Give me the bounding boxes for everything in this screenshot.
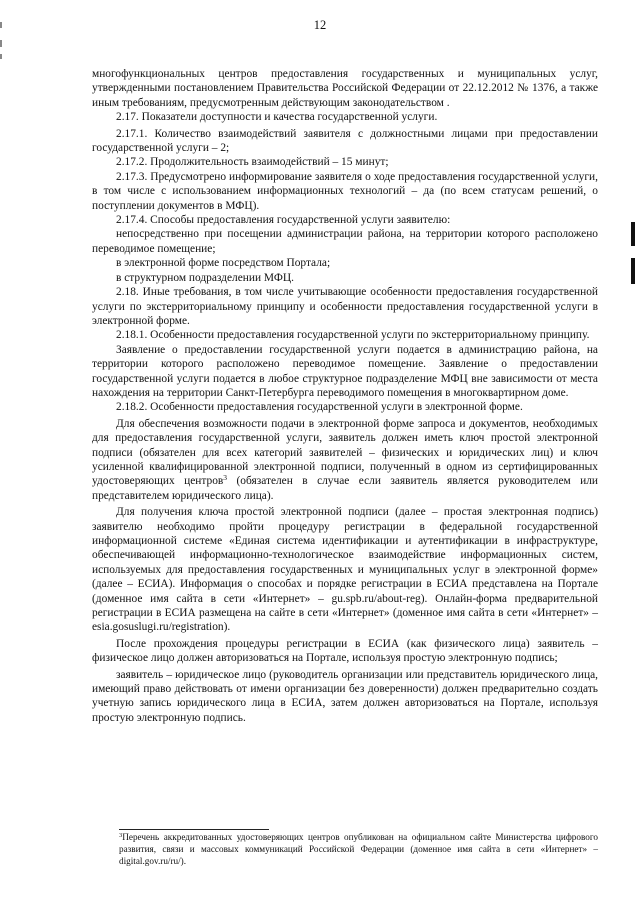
scan-edge-mark <box>631 222 635 246</box>
footnote-marker: 3 <box>119 832 123 839</box>
page-number: 12 <box>313 18 327 32</box>
paragraph-text: (обязателен в случае если заявитель является руководителем или представителем юридического лица). <box>92 475 599 502</box>
footnote-separator <box>119 829 269 830</box>
footnote-reference: 3 <box>223 473 228 483</box>
paragraph: 2.17.1. Количество взаимодействий заявителя с должностными лицами при предоставлении государственной услуги – 2; <box>92 127 598 155</box>
scan-edge-mark <box>0 22 2 28</box>
paragraph: 2.17. Показатели доступности и качества государственной услуги. <box>116 111 438 124</box>
paragraph-text: Для обеспечения возможности подачи в электронной форме запроса и документов, необходимых для предоставления государственной услуги, заявитель должен иметь ключ простой электронной подписи (обязателен для всех категорий заявителей – физических и юридических лиц) и ключ усиленной квалифицированной электронной подписи, полученный в одном из сертифицированных удостоверяющих центров <box>92 417 598 488</box>
body-text <box>92 67 598 725</box>
paragraph <box>92 417 598 503</box>
scan-edge-mark <box>0 54 2 59</box>
scan-edge-mark <box>631 258 635 284</box>
footnote <box>119 831 598 867</box>
paragraph: После прохождения процедуры регистрации в ЕСИА (как физического лица) заявитель – физическое лицо должен авторизоваться на Портале, используя простую электронную подпись; <box>92 637 598 665</box>
paragraph: 2.17.4. Способы предоставления государственной услуги заявителю: <box>116 214 451 227</box>
paragraph: Заявление о предоставлении государственной услуги подается в администрацию района, на территории которого расположено переводимое помещение. Заявление о предоставлении государственной услуги подается в любое структурное подразделение МФЦ вне зависимости от места нахождения на территории Санкт-Петербурга переводимого помещения в многоквартирном доме. <box>92 343 598 399</box>
paragraph: многофункциональных центров предоставления государственных и муниципальных услуг, утвержденными постановлением Правительства Российской Федерации от 22.12.2012 № 1376, а также иным требованиям, предусмотренным действующим законодательством . <box>92 68 598 109</box>
paragraph: 2.17.3. Предусмотрено информирование заявителя о ходе предоставления государственной услуги, в том числе с использованием информационных технологий – да (по всем статусам решений, о поступлении документов в МФЦ). <box>92 170 598 212</box>
paragraph: 2.18. Иные требования, в том числе учитывающие особенности предоставления государственной услуги по экстерриториальному принципу и особенности предоставления государственной услуги в электронной форме. <box>92 286 598 327</box>
paragraph: непосредственно при посещении администрации района, на территории которого расположено переводимое помещение; <box>92 228 598 255</box>
footnote-text: Перечень аккредитованных удостоверяющих центров опубликован на официальном сайте Министерства цифрового развития, связи и массовых коммуникаций Российской Федерации (доменное имя сайта в сети «Интернет» – digital.gov.ru/ru/). <box>119 832 598 866</box>
scan-edge-mark <box>0 40 2 47</box>
paragraph: заявитель – юридическое лицо (руководитель организации или представитель юридического лица, имеющий право действовать от имени организации без доверенности) должен предварительно создать учетную запись юридического лица в ЕСИА, затем должен авторизоваться на Портале, используя простую электронную подпись. <box>92 668 598 724</box>
paragraph: 2.17.2. Продолжительность взаимодействий – 15 минут; <box>116 156 389 169</box>
paragraph: в структурном подразделении МФЦ. <box>116 271 294 284</box>
paragraph: 2.18.1. Особенности предоставления государственной услуги по экстерриториальному принципу. <box>116 329 590 342</box>
paragraph: 2.18.2. Особенности предоставления государственной услуги в электронной форме. <box>116 401 523 414</box>
paragraph: Для получения ключа простой электронной подписи (далее – простая электронная подпись) заявителю необходимо пройти процедуру регистрации в федеральной государственной информационной системе «Единая система идентификации и аутентификации в инфраструктуре, обеспечивающей информационно-технологическое взаимодействие информационных систем, используемых для предоставления государственных и муниципальных услуг в электронной форме» (далее – ЕСИА). Информация о способах и порядке регистрации в ЕСИА представлена на Портале (доменное имя сайта в сети «Интернет» – gu.spb.ru/about-reg). Онлайн-форма предварительной регистрации в ЕСИА размещена на сайте в сети «Интернет» (доменное имя сайта в сети «Интернет» – esia.gosuslugi.ru/registration). <box>92 506 598 634</box>
paragraph: в электронной форме посредством Портала; <box>116 257 331 270</box>
